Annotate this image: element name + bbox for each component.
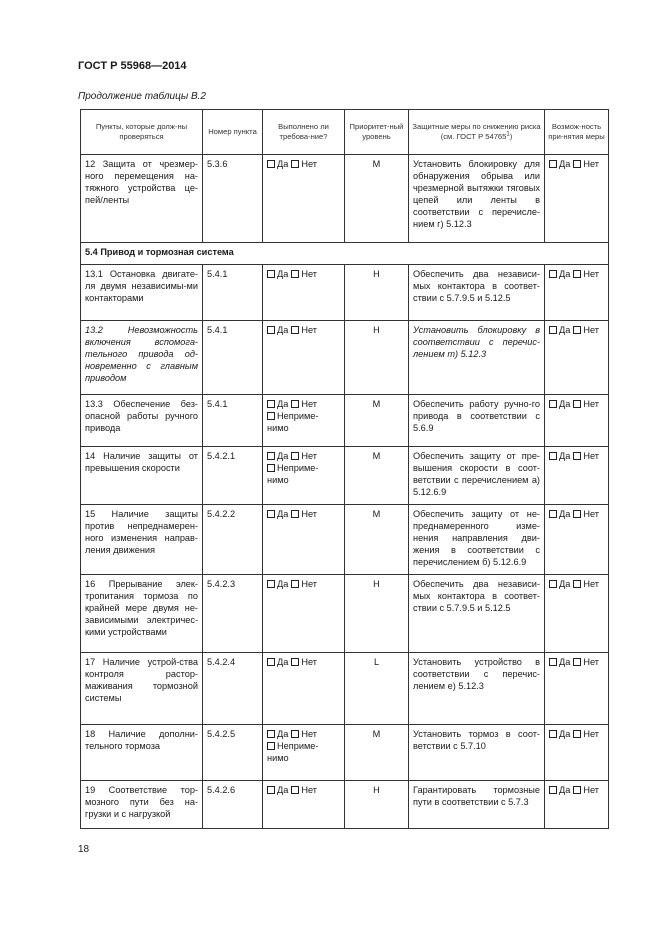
- accept-option-yes: [549, 657, 570, 667]
- accept-option-no: [573, 509, 599, 519]
- measures-header-sup: 1: [506, 131, 510, 138]
- requirements-table: [80, 109, 609, 829]
- row-acceptance-options: [545, 653, 609, 725]
- accept-option-yes: [549, 269, 570, 279]
- option-na-label: Неприме-нимо: [267, 463, 319, 485]
- table-row: [81, 321, 609, 395]
- option-yes-label: Да: [277, 451, 289, 461]
- row-number: 5.4.2.3: [203, 575, 263, 653]
- table-caption: Продолжение таблицы В.2: [78, 91, 206, 102]
- option-yes-label: Да: [559, 509, 571, 519]
- row-measure: Установить блокировку в соответствии с перечис-лением т) 5.12.3: [409, 321, 545, 395]
- checkbox-yes[interactable]: [267, 786, 275, 794]
- option-no-label: Нет: [583, 509, 599, 519]
- row-done-options: [263, 321, 345, 395]
- option-yes-label: Да: [559, 325, 571, 335]
- row-number: 5.4.2.2: [203, 505, 263, 575]
- done-option-no: [291, 729, 317, 739]
- checkbox-yes[interactable]: [549, 580, 557, 588]
- accept-option-no: [573, 579, 599, 589]
- done-option-na: [267, 463, 318, 485]
- row-done-options: [263, 505, 345, 575]
- checkbox-yes[interactable]: [549, 510, 557, 518]
- accept-option-yes: [549, 325, 570, 335]
- section-row: [81, 243, 609, 265]
- col-header-number: Номер пункта: [203, 110, 263, 155]
- row-priority: М: [345, 395, 409, 447]
- row-measure: Установить тормоз в соот-ветствии с 5.7.10: [409, 725, 545, 781]
- table-row: [81, 395, 609, 447]
- checkbox-no[interactable]: [573, 400, 581, 408]
- option-no-label: Нет: [583, 159, 599, 169]
- checkbox-na[interactable]: [267, 464, 275, 472]
- option-no-label: Нет: [301, 451, 317, 461]
- done-option-yes: [267, 729, 288, 739]
- option-yes-label: Да: [559, 785, 571, 795]
- checkbox-yes[interactable]: [549, 400, 557, 408]
- checkbox-no[interactable]: [291, 400, 299, 408]
- measures-header-end: ): [509, 132, 513, 141]
- accept-option-no: [573, 729, 599, 739]
- done-option-yes: [267, 399, 288, 409]
- checkbox-no[interactable]: [573, 730, 581, 738]
- done-option-no: [291, 579, 317, 589]
- row-number: 5.4.2.1: [203, 447, 263, 505]
- option-yes-label: Да: [559, 657, 571, 667]
- col-header-done: Выполнено ли требова-ние?: [263, 110, 345, 155]
- done-option-no: [291, 269, 317, 279]
- option-no-label: Нет: [583, 269, 599, 279]
- page-number: 18: [78, 844, 90, 855]
- checkbox-yes[interactable]: [549, 160, 557, 168]
- row-done-options: [263, 575, 345, 653]
- checkbox-no[interactable]: [573, 786, 581, 794]
- table-row: [81, 447, 609, 505]
- row-priority: Н: [345, 781, 409, 829]
- option-yes-label: Да: [559, 451, 571, 461]
- done-option-yes: [267, 509, 288, 519]
- done-option-no: [291, 451, 317, 461]
- row-number: 5.4.1: [203, 321, 263, 395]
- accept-option-yes: [549, 729, 570, 739]
- option-yes-label: Да: [277, 399, 289, 409]
- row-done-options: [263, 395, 345, 447]
- option-no-label: Нет: [583, 729, 599, 739]
- checkbox-no[interactable]: [573, 326, 581, 334]
- row-number: 5.4.1: [203, 395, 263, 447]
- row-number: 5.3.6: [203, 155, 263, 243]
- row-number: 5.4.2.5: [203, 725, 263, 781]
- row-done-options: [263, 781, 345, 829]
- accept-option-no: [573, 399, 599, 409]
- row-item: 15 Наличие защиты против непреднамерен-ного изменения направ-ления движения: [81, 505, 203, 575]
- row-item: 12 Защита от чрезмер-ного перемещения на-тяжного устройства це-пей/ленты: [81, 155, 203, 243]
- row-done-options: [263, 725, 345, 781]
- option-no-label: Нет: [301, 399, 317, 409]
- checkbox-yes[interactable]: [267, 270, 275, 278]
- option-no-label: Нет: [583, 657, 599, 667]
- option-no-label: Нет: [583, 579, 599, 589]
- row-acceptance-options: [545, 265, 609, 321]
- checkbox-no[interactable]: [291, 452, 299, 460]
- checkbox-no[interactable]: [573, 510, 581, 518]
- done-option-no: [291, 399, 317, 409]
- checkbox-yes[interactable]: [549, 730, 557, 738]
- row-acceptance-options: [545, 155, 609, 243]
- row-number: 5.4.2.6: [203, 781, 263, 829]
- done-option-yes: [267, 269, 288, 279]
- checkbox-yes[interactable]: [267, 160, 275, 168]
- row-item: 18 Наличие дополни-тельного тормоза: [81, 725, 203, 781]
- option-no-label: Нет: [301, 269, 317, 279]
- checkbox-no[interactable]: [291, 658, 299, 666]
- option-no-label: Нет: [583, 399, 599, 409]
- row-acceptance-options: [545, 395, 609, 447]
- option-yes-label: Да: [559, 269, 571, 279]
- option-no-label: Нет: [301, 325, 317, 335]
- table-row: [81, 575, 609, 653]
- row-acceptance-options: [545, 321, 609, 395]
- checkbox-na[interactable]: [267, 742, 275, 750]
- option-yes-label: Да: [277, 579, 289, 589]
- row-done-options: [263, 653, 345, 725]
- option-no-label: Нет: [583, 785, 599, 795]
- row-number: 5.4.2.4: [203, 653, 263, 725]
- row-priority: Н: [345, 575, 409, 653]
- row-acceptance-options: [545, 505, 609, 575]
- checkbox-yes[interactable]: [267, 730, 275, 738]
- done-option-yes: [267, 159, 288, 169]
- row-priority: L: [345, 653, 409, 725]
- checkbox-yes[interactable]: [549, 270, 557, 278]
- option-yes-label: Да: [277, 509, 289, 519]
- checkbox-yes[interactable]: [549, 786, 557, 794]
- done-option-no: [291, 785, 317, 795]
- measures-header-ref: (см. ГОСТ Р 54765: [440, 132, 507, 141]
- row-measure: Обеспечить два независи-мых контактора в соответ-ствии с 5.7.9.5 и 5.12.5: [409, 265, 545, 321]
- checkbox-no[interactable]: [291, 786, 299, 794]
- row-done-options: [263, 155, 345, 243]
- row-item: 16 Прерывание элек-тропитания тормоза по крайней мере двумя не-зависимыми электричес-кими устройствами: [81, 575, 203, 653]
- checkbox-no[interactable]: [573, 452, 581, 460]
- checkbox-no[interactable]: [291, 730, 299, 738]
- row-priority: М: [345, 725, 409, 781]
- done-option-no: [291, 159, 317, 169]
- row-priority: М: [345, 447, 409, 505]
- row-acceptance-options: [545, 447, 609, 505]
- checkbox-yes[interactable]: [267, 452, 275, 460]
- done-option-na: [267, 411, 318, 433]
- col-header-measures: [409, 110, 545, 155]
- option-yes-label: Да: [277, 785, 289, 795]
- done-option-yes: [267, 325, 288, 335]
- accept-option-no: [573, 785, 599, 795]
- done-option-no: [291, 509, 317, 519]
- row-done-options: [263, 265, 345, 321]
- row-item: 17 Наличие устрой-ства контроля растор-маживания тормозной системы: [81, 653, 203, 725]
- option-yes-label: Да: [559, 159, 571, 169]
- option-no-label: Нет: [301, 785, 317, 795]
- table-body: [81, 155, 609, 829]
- option-yes-label: Да: [277, 159, 289, 169]
- accept-option-yes: [549, 579, 570, 589]
- option-no-label: Нет: [301, 509, 317, 519]
- row-measure: Установить блокировку для обнаружения обрыва или чрезмерной вытяжки тяговых цепей или ленты в соответствии с перечисле-нием г) 5.12.3: [409, 155, 545, 243]
- checkbox-no[interactable]: [291, 326, 299, 334]
- option-no-label: Нет: [583, 325, 599, 335]
- accept-option-yes: [549, 509, 570, 519]
- checkbox-yes[interactable]: [267, 510, 275, 518]
- accept-option-no: [573, 269, 599, 279]
- checkbox-yes[interactable]: [267, 400, 275, 408]
- row-measure: Обеспечить работу ручно-го привода в соответствии с 5.6.9: [409, 395, 545, 447]
- accept-option-no: [573, 451, 599, 461]
- row-acceptance-options: [545, 575, 609, 653]
- done-option-yes: [267, 451, 288, 461]
- accept-option-no: [573, 325, 599, 335]
- col-header-item: Пункты, которые долж-ны проверяться: [81, 110, 203, 155]
- accept-option-no: [573, 159, 599, 169]
- option-na-label: Неприме-нимо: [267, 411, 319, 433]
- table-header-row: [81, 110, 609, 155]
- row-priority: М: [345, 155, 409, 243]
- checkbox-yes[interactable]: [267, 326, 275, 334]
- row-priority: М: [345, 505, 409, 575]
- option-no-label: Нет: [583, 451, 599, 461]
- option-no-label: Нет: [301, 579, 317, 589]
- option-yes-label: Да: [277, 269, 289, 279]
- row-acceptance-options: [545, 725, 609, 781]
- checkbox-no[interactable]: [291, 160, 299, 168]
- row-priority: Н: [345, 321, 409, 395]
- table-row: [81, 781, 609, 829]
- option-yes-label: Да: [277, 729, 289, 739]
- row-measure: Обеспечить защиту от пре-вышения скорости в соот-ветствии с перечислением а) 5.12.6.9: [409, 447, 545, 505]
- option-no-label: Нет: [301, 159, 317, 169]
- table-row: [81, 505, 609, 575]
- done-option-yes: [267, 579, 288, 589]
- option-yes-label: Да: [559, 579, 571, 589]
- option-yes-label: Да: [277, 657, 289, 667]
- row-item: 13.3 Обеспечение без-опасной работы ручного привода: [81, 395, 203, 447]
- row-item: 13.1 Остановка двигате-ля двумя независимы-ми контакторами: [81, 265, 203, 321]
- row-number: 5.4.1: [203, 265, 263, 321]
- accept-option-yes: [549, 159, 570, 169]
- row-priority: Н: [345, 265, 409, 321]
- row-measure: Гарантировать тормозные пути в соответствии с 5.7.3: [409, 781, 545, 829]
- accept-option-yes: [549, 785, 570, 795]
- row-item: 14 Наличие защиты от превышения скорости: [81, 447, 203, 505]
- checkbox-yes[interactable]: [549, 452, 557, 460]
- table-row: [81, 725, 609, 781]
- option-yes-label: Да: [559, 399, 571, 409]
- table-row: [81, 155, 609, 243]
- document-header: ГОСТ Р 55968—2014: [78, 60, 187, 72]
- row-item: 19 Соответствие тор-мозного пути без на-грузки и с нагрузкой: [81, 781, 203, 829]
- done-option-yes: [267, 657, 288, 667]
- checkbox-no[interactable]: [573, 580, 581, 588]
- accept-option-yes: [549, 399, 570, 409]
- table-row: [81, 653, 609, 725]
- checkbox-no[interactable]: [291, 510, 299, 518]
- col-header-priority: Приоритет-ный уровень: [345, 110, 409, 155]
- checkbox-no[interactable]: [573, 160, 581, 168]
- done-option-na: [267, 741, 318, 763]
- row-measure: Обеспечить защиту от не-преднамеренного изме-нения направления дви-жения в соответствии с перечислением б) 5.12.6.9: [409, 505, 545, 575]
- checkbox-no[interactable]: [573, 658, 581, 666]
- col-header-acceptance: Возмож-ность при-нятия меры: [545, 110, 609, 155]
- checkbox-no[interactable]: [573, 270, 581, 278]
- row-done-options: [263, 447, 345, 505]
- done-option-no: [291, 325, 317, 335]
- done-option-no: [291, 657, 317, 667]
- row-acceptance-options: [545, 781, 609, 829]
- done-option-yes: [267, 785, 288, 795]
- option-yes-label: Да: [277, 325, 289, 335]
- row-item: 13.2 Невозможность включения вспомога-тельного привода од-новременно с главным приводом: [81, 321, 203, 395]
- row-measure: Установить устройство в соответствии с перечис-лением е) 5.12.3: [409, 653, 545, 725]
- option-no-label: Нет: [301, 729, 317, 739]
- checkbox-yes[interactable]: [267, 580, 275, 588]
- checkbox-yes[interactable]: [549, 326, 557, 334]
- checkbox-yes[interactable]: [549, 658, 557, 666]
- accept-option-no: [573, 657, 599, 667]
- checkbox-no[interactable]: [291, 580, 299, 588]
- measures-header-text: Защитные меры по снижению риска: [412, 122, 541, 131]
- option-na-label: Неприме-нимо: [267, 741, 319, 763]
- checkbox-no[interactable]: [291, 270, 299, 278]
- checkbox-yes[interactable]: [267, 658, 275, 666]
- checkbox-na[interactable]: [267, 412, 275, 420]
- row-measure: Обеспечить два независи-мых контактора в соответ-ствии с 5.7.9.5 и 5.12.5: [409, 575, 545, 653]
- option-yes-label: Да: [559, 729, 571, 739]
- option-no-label: Нет: [301, 657, 317, 667]
- table-row: [81, 265, 609, 321]
- section-title: 5.4 Привод и тормозная система: [81, 243, 609, 265]
- accept-option-yes: [549, 451, 570, 461]
